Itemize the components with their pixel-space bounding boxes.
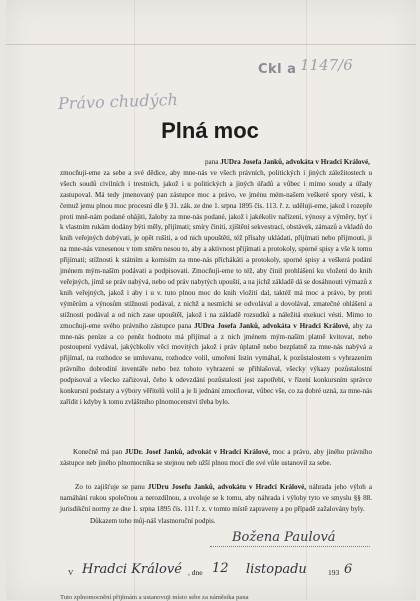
archive-stamp: Ckl a — [258, 62, 297, 77]
compensation-paragraph — [60, 482, 372, 515]
compensation-attorney: JUDru Josefu Janků, advokátu v Hradci Králové, — [147, 483, 307, 491]
main-paragraph-continued: aby za mne-nás peníze a co peněz hodnoto má přijímal a z nich jménem mým-naším platně kvitovat, nebo postoupení vydával, jakýchkoliv věcí movitých jakož i práv úplatně nebo bezplatně za mne-nás nabývá a přijímal, na rozhodce se umluvanu, rozhodce volil, umoření listin vymáhal, k pozůstalostem s vyhrazením právního dobrodiní inventáře nebo bez tohoto vyhrazení se přihlašoval, všecky výkazy pozůstalostní podpisoval a všecko zařizoval, čeho k odevzdání pozůstalosti jest zapotřebí, v řízení konkursním správce konkursní podstaty a výbory věřitelů volil a je li jednání zmocňovat, vůbec vše, co za dobré uzná, za mne-nás zařídit i kdyby k tomu zvláštního plnomocenství třeba bylo. — [60, 321, 372, 406]
substitution-attorney: JUDr. Josef Janků, advokát v Hradci Králové, — [124, 448, 270, 456]
compensation-lead: Zo to zajišťuje se panu — [74, 483, 145, 491]
date-day: 12 — [212, 561, 229, 576]
intro-line — [60, 157, 372, 168]
date-year-digit: 6 — [344, 562, 353, 577]
substitution-lead: Konečně má pan — [72, 448, 123, 456]
paper-fold — [6, 44, 416, 45]
handwritten-signature: Božena Paulová — [232, 530, 336, 545]
date-day-label: , dne — [188, 568, 203, 577]
date-line — [60, 561, 380, 582]
signature-statement: Důkazem toho můj-náš vlastnoruční podpis. — [90, 517, 216, 525]
substitution-body: moc a právo, aby jiného právního zástupce neb jiného plnomocníka se stejnou neb užší plnou mocí dle své vůle ustanovil za sebe. — [60, 448, 372, 467]
date-month: listopadu — [246, 562, 307, 577]
date-place: Hradci Králové — [82, 562, 182, 577]
stamp-handwritten-number: 1147/6 — [300, 56, 353, 74]
power-of-attorney-main-text — [60, 157, 372, 408]
date-prefix: V — [68, 568, 74, 577]
signature-line — [210, 546, 370, 547]
footer-partial-text: Tuto zplnomocnění přijímám a ustanovuji místo sebe za náměstka pana — [60, 594, 249, 601]
substitution-paragraph — [60, 447, 372, 469]
compensation-body: náhrada jeho výloh a namáhání rukou společnou a nerozdílnou, a uvoluje se k tomu, aby náhrada i výlohy tyto ve smyslu §§ 88. jurisdikční normy ze dne 1. srpna 1895 čís. 111 ř. z. v tomto místě zapraveny a po případě zažalovány byly. — [60, 483, 372, 513]
date-year-prefix: 193 — [328, 568, 340, 577]
main-paragraph: zmocňuji-eme za sebe a své dědice, aby mne-nás ve všech právních, politických i jiných záležitostech u všech soudů civilních i trestních, jakož i u politických a jiných úřadů a vůbec i mimo soudy a úřady zastupoval. Má tedy jmenovaný pan zástupce moc a právo, ve jménu mém-našem veškeré spory vésti, k čemuž jemu plnou moc procesní dle § 31. zák. ze dne 1. srpna 1895 čís. 113. ř. z. uděluji-eme, jakož i rozepře proti mně-nám podané ohájiti, žaloby za mne-nás podané, jakož i jakékoliv nařízení, výnosy a výměry, byť i k vlastním rukám dodány býti měly, přijímati; smíry činiti, zjištění sekvestrací, obstávek, zámazů a vkladů do knih veřejných dobývati, je opět rušiti, a od nich upouštěti, též přísahy ukládati, přijímati nebo přijmouti, ji na mne-nás vznesenou v tom směru nesou to, aby a aktivnost přijímati a protokoly, sporné spisy a vše k tomu přijímati; stížnosti k státním a komisím za mne-nás příchákáti a protokoly, sporné spisy a veškerá podání jménem mým-naším podávati a podpisovati. Zmocňuji-eme to též, aby činil prohlášení ku vložení do knih veřejných, jímž se práv nabývá, nebo od práv nabytých upouští, a na jichž základě dá se dosáhnouti výmazů z knih veřejných, jakož i aby i u v. tuto plnou moc do knih vložití dal, taktéž má moc a právo, by proti výměrům a výnosům stížnosti podával, z nichž a nesmíchi se odvolával a dovolával, zmatečné ohlášení a stížnosti podával a od nich zase upouštěl, jakož i na základě rozsudků a náležitá exekuci vésti. Mimo to zmocňuji-eme svého právního zástupce pana — [60, 168, 372, 330]
document-title: Plná moc — [161, 118, 259, 143]
attorney-name-repeat: JUDra Josefa Janků, advokáta v Hradci Králové, — [194, 321, 350, 330]
intro-word: pana — [205, 158, 219, 166]
attorney-name: JUDra Josefa Janků, advokáta v Hradci Králové, — [220, 158, 370, 166]
handwritten-note: Právo chudých — [57, 89, 179, 114]
